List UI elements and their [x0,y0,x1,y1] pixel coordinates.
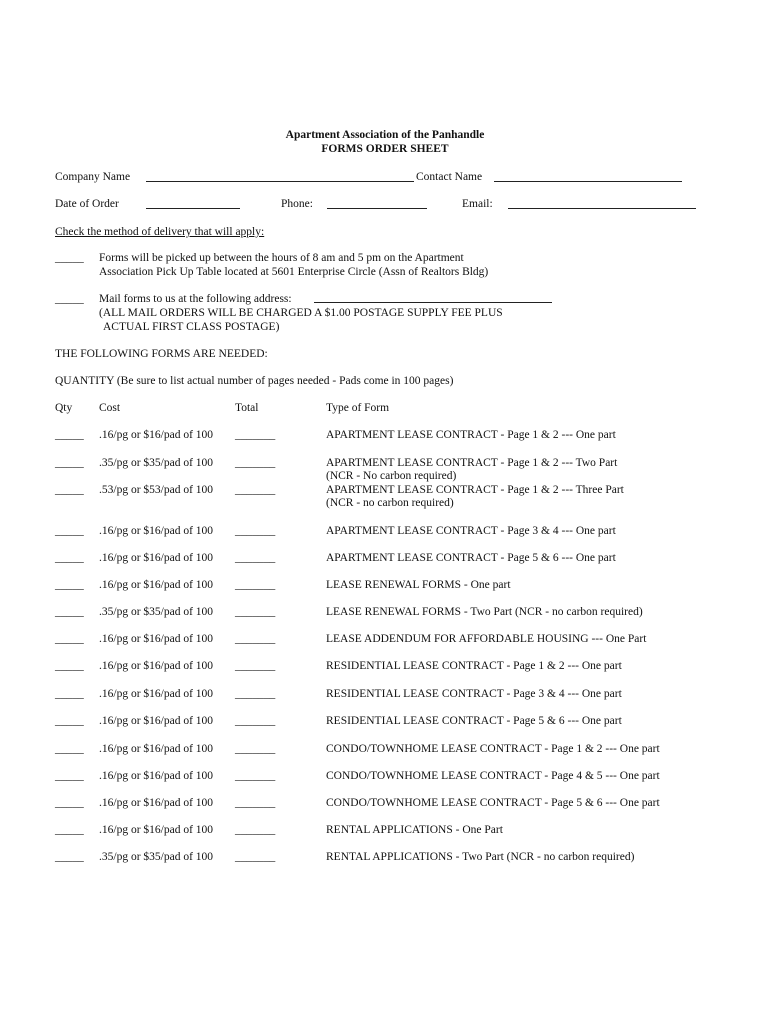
forms-needed-heading: THE FOLLOWING FORMS ARE NEEDED: [55,348,268,360]
qty-blank[interactable]: _____ [55,660,84,672]
mail-checkbox-blank[interactable]: _____ [55,293,84,305]
qty-blank[interactable]: _____ [55,633,84,645]
email-field[interactable] [508,208,696,209]
form-type-text: APARTMENT LEASE CONTRACT - Page 1 & 2 --- Three Part [326,484,624,496]
cost-text: .53/pg or $53/pad of 100 [99,484,214,496]
qty-blank[interactable]: _____ [55,525,84,537]
form-type-text: CONDO/TOWNHOME LEASE CONTRACT - Page 4 & 5 --- One part [326,770,660,782]
cost-text: .35/pg or $35/pad of 100 [99,606,214,618]
total-blank[interactable]: _______ [235,633,276,645]
delivery-heading: Check the method of delivery that will apply: [55,226,265,238]
form-type-text: LEASE ADDENDUM FOR AFFORDABLE HOUSING --- One Part [326,633,647,645]
form-type-text: CONDO/TOWNHOME LEASE CONTRACT - Page 1 & 2 --- One part [326,743,660,755]
cost-text: .35/pg or $35/pad of 100 [99,457,214,469]
form-type-text: APARTMENT LEASE CONTRACT - Page 5 & 6 --- One part [326,552,616,564]
qty-blank[interactable]: _____ [55,552,84,564]
quantity-note: QUANTITY (Be sure to list actual number of pages needed - Pads come in 100 pages) [55,375,454,387]
page-title: FORMS ORDER SHEET [321,143,449,155]
total-blank[interactable]: _______ [235,606,276,618]
cost-text: .16/pg or $16/pad of 100 [99,797,214,809]
contact-name-field[interactable] [494,181,682,182]
form-type-subtext: (NCR - no carbon required) [326,497,454,509]
total-blank[interactable]: _______ [235,484,276,496]
form-type-text: APARTMENT LEASE CONTRACT - Page 3 & 4 --- One part [326,525,616,537]
cost-text: .16/pg or $16/pad of 100 [99,579,214,591]
qty-blank[interactable]: _____ [55,824,84,836]
column-header-cost: Cost [99,402,121,414]
total-blank[interactable]: _______ [235,688,276,700]
total-blank[interactable]: _______ [235,797,276,809]
total-blank[interactable]: _______ [235,770,276,782]
form-type-text: RESIDENTIAL LEASE CONTRACT - Page 3 & 4 --- One part [326,688,622,700]
mail-text-line3: ACTUAL FIRST CLASS POSTAGE) [103,321,280,333]
form-type-text: RENTAL APPLICATIONS - One Part [326,824,503,836]
cost-text: .16/pg or $16/pad of 100 [99,688,214,700]
mail-text-line2: (ALL MAIL ORDERS WILL BE CHARGED A $1.00 POSTAGE SUPPLY FEE PLUS [99,307,503,319]
form-type-text: LEASE RENEWAL FORMS - One part [326,579,511,591]
phone-label: Phone: [281,198,313,210]
qty-blank[interactable]: _____ [55,688,84,700]
qty-blank[interactable]: _____ [55,606,84,618]
org-name: Apartment Association of the Panhandle [285,129,485,141]
total-blank[interactable]: _______ [235,579,276,591]
form-type-text: CONDO/TOWNHOME LEASE CONTRACT - Page 5 & 6 --- One part [326,797,660,809]
pickup-checkbox-blank[interactable]: _____ [55,252,84,264]
company-name-field[interactable] [146,181,414,182]
column-header-type: Type of Form [326,402,390,414]
pickup-text-line2: Association Pick Up Table located at 5601 Enterprise Circle (Assn of Realtors Bldg) [99,266,489,278]
column-header-qty: Qty [55,402,73,414]
total-blank[interactable]: _______ [235,429,276,441]
column-header-total: Total [235,402,259,414]
phone-field[interactable] [327,208,427,209]
cost-text: .16/pg or $16/pad of 100 [99,743,214,755]
total-blank[interactable]: _______ [235,743,276,755]
form-type-text: RESIDENTIAL LEASE CONTRACT - Page 5 & 6 --- One part [326,715,622,727]
contact-name-label: Contact Name [416,171,483,183]
qty-blank[interactable]: _____ [55,579,84,591]
cost-text: .16/pg or $16/pad of 100 [99,633,214,645]
pickup-text-line1: Forms will be picked up between the hours of 8 am and 5 pm on the Apartment [99,252,464,264]
cost-text: .16/pg or $16/pad of 100 [99,429,214,441]
cost-text: .16/pg or $16/pad of 100 [99,552,214,564]
qty-blank[interactable]: _____ [55,484,84,496]
company-name-label: Company Name [55,171,131,183]
date-of-order-label: Date of Order [55,198,119,210]
cost-text: .16/pg or $16/pad of 100 [99,525,214,537]
total-blank[interactable]: _______ [235,552,276,564]
cost-text: .16/pg or $16/pad of 100 [99,770,214,782]
qty-blank[interactable]: _____ [55,851,84,863]
mail-text-line1: Mail forms to us at the following address: [99,293,292,305]
total-blank[interactable]: _______ [235,660,276,672]
total-blank[interactable]: _______ [235,525,276,537]
qty-blank[interactable]: _____ [55,770,84,782]
form-type-text: RESIDENTIAL LEASE CONTRACT - Page 1 & 2 --- One part [326,660,622,672]
cost-text: .16/pg or $16/pad of 100 [99,715,214,727]
qty-blank[interactable]: _____ [55,797,84,809]
form-type-text: APARTMENT LEASE CONTRACT - Page 1 & 2 --- Two Part [326,457,618,469]
total-blank[interactable]: _______ [235,851,276,863]
total-blank[interactable]: _______ [235,457,276,469]
form-type-text: RENTAL APPLICATIONS - Two Part (NCR - no carbon required) [326,851,635,863]
qty-blank[interactable]: _____ [55,457,84,469]
email-label: Email: [462,198,493,210]
total-blank[interactable]: _______ [235,715,276,727]
qty-blank[interactable]: _____ [55,429,84,441]
qty-blank[interactable]: _____ [55,743,84,755]
form-type-text: APARTMENT LEASE CONTRACT - Page 1 & 2 --- One part [326,429,616,441]
cost-text: .35/pg or $35/pad of 100 [99,851,214,863]
form-type-text: LEASE RENEWAL FORMS - Two Part (NCR - no carbon required) [326,606,643,618]
cost-text: .16/pg or $16/pad of 100 [99,660,214,672]
total-blank[interactable]: _______ [235,824,276,836]
date-of-order-field[interactable] [146,208,240,209]
cost-text: .16/pg or $16/pad of 100 [99,824,214,836]
mail-address-field[interactable] [314,302,552,303]
qty-blank[interactable]: _____ [55,715,84,727]
form-type-subtext: (NCR - No carbon required) [326,470,457,482]
